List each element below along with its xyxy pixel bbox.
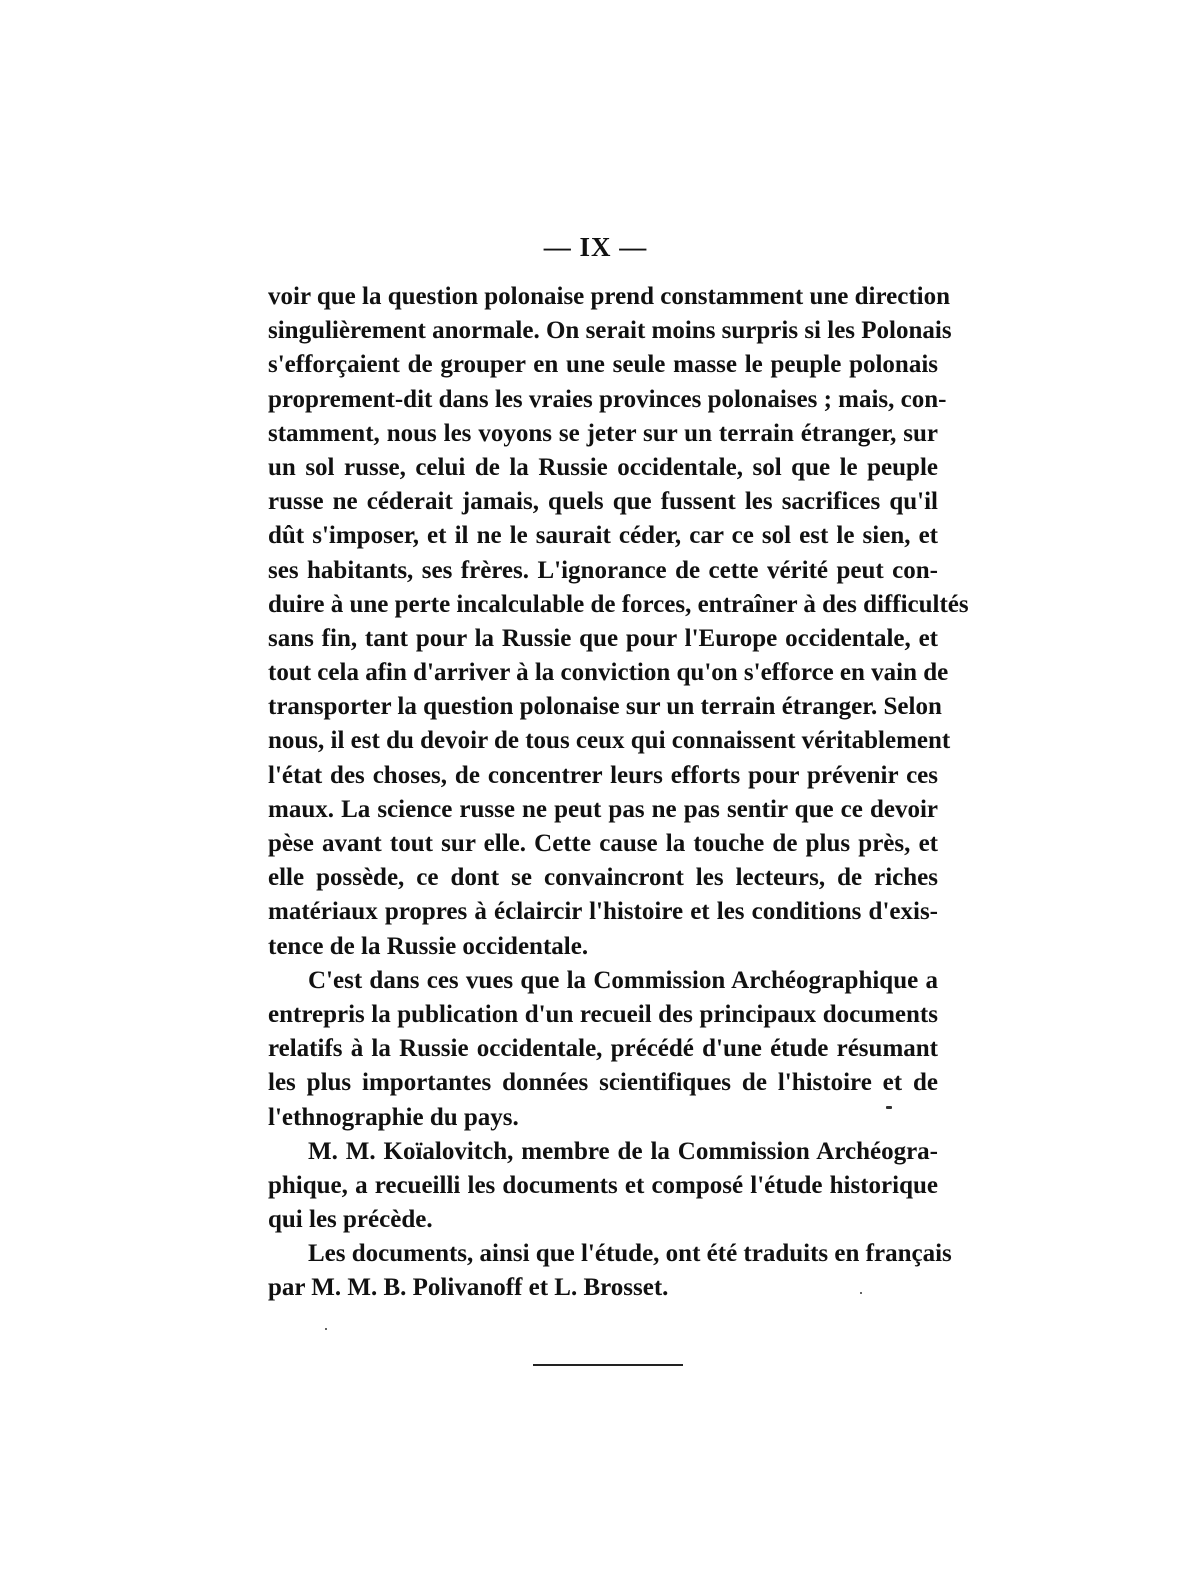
text-line: matériaux propres à éclaircir l'histoire et les conditions d'exis- bbox=[268, 898, 938, 926]
body-text bbox=[268, 280, 969, 1306]
text-line: dût s'imposer, et il ne le saurait céder, car ce sol est le sien, et bbox=[268, 522, 938, 550]
text-line: l'ethnographie du pays. bbox=[268, 1103, 519, 1131]
text-line: M. M. Koïalovitch, membre de la Commission Archéogra- bbox=[308, 1137, 938, 1165]
text-line: sans fin, tant pour la Russie que pour l'Europe occidentale, et bbox=[268, 624, 938, 652]
text-line: russe ne céderait jamais, quels que fussent les sacrifices qu'il bbox=[268, 488, 938, 516]
text-line: l'état des choses, de concentrer leurs efforts pour prévenir ces bbox=[268, 761, 938, 789]
text-line: un sol russe, celui de la Russie occidentale, sol que le peuple bbox=[268, 453, 938, 481]
text-line: maux. La science russe ne peut pas ne pas sentir que ce devoir bbox=[268, 795, 938, 823]
text-line: ses habitants, ses frères. L'ignorance de cette vérité peut con- bbox=[268, 556, 938, 584]
text-line: qui les précède. bbox=[268, 1206, 433, 1234]
text-line: tout cela afin d'arriver à la conviction qu'on s'efforce en vain de bbox=[268, 659, 949, 687]
text-line: C'est dans ces vues que la Commission Archéographique a bbox=[308, 966, 938, 994]
paragraph-1 bbox=[268, 280, 969, 964]
paragraph-2 bbox=[268, 964, 938, 1135]
paragraph-3 bbox=[268, 1135, 938, 1238]
text-line: transporter la question polonaise sur un terrain étranger. Selon bbox=[268, 693, 942, 721]
text-line: Les documents, ainsi que l'étude, ont été traduits en français bbox=[308, 1240, 952, 1268]
page-number: — IX — bbox=[543, 232, 648, 262]
paragraph-4 bbox=[268, 1237, 952, 1305]
text-line: voir que la question polonaise prend constamment une direction bbox=[268, 283, 951, 310]
text-line: tence de la Russie occidentale. bbox=[268, 932, 589, 960]
text-line: duire à une perte incalculable de forces, entraîner à des difficultés bbox=[268, 590, 969, 618]
print-speck bbox=[860, 1292, 862, 1294]
text-line: s'efforçaient de grouper en une seule masse le peuple polonais bbox=[268, 351, 938, 379]
print-speck bbox=[886, 1106, 892, 1109]
text-line: entrepris la publication d'un recueil des principaux documents bbox=[268, 1000, 938, 1028]
text-line: phique, a recueilli les documents et composé l'étude historique bbox=[268, 1171, 938, 1199]
text-line: proprement-dit dans les vraies provinces polonaises ; mais, con- bbox=[268, 385, 947, 413]
text-line: les plus importantes données scientifiques de l'histoire et de bbox=[268, 1069, 938, 1097]
text-line: stamment, nous les voyons se jeter sur un terrain étranger, sur bbox=[268, 419, 938, 447]
text-line: elle possède, ce dont se convaincront les lecteurs, de riches bbox=[268, 864, 938, 892]
text-line: relatifs à la Russie occidentale, précédé d'une étude résumant bbox=[268, 1035, 938, 1063]
print-speck bbox=[325, 1328, 327, 1330]
text-line: nous, il est du devoir de tous ceux qui connaissent véritablement bbox=[268, 727, 951, 755]
text-line: par M. M. B. Polivanoff et L. Brosset. bbox=[268, 1274, 669, 1302]
text-line: pèse avant tout sur elle. Cette cause la touche de plus près, et bbox=[268, 830, 938, 857]
closing-rule bbox=[533, 1364, 683, 1366]
text-line: singulièrement anormale. On serait moins surpris si les Polonais bbox=[268, 317, 952, 345]
